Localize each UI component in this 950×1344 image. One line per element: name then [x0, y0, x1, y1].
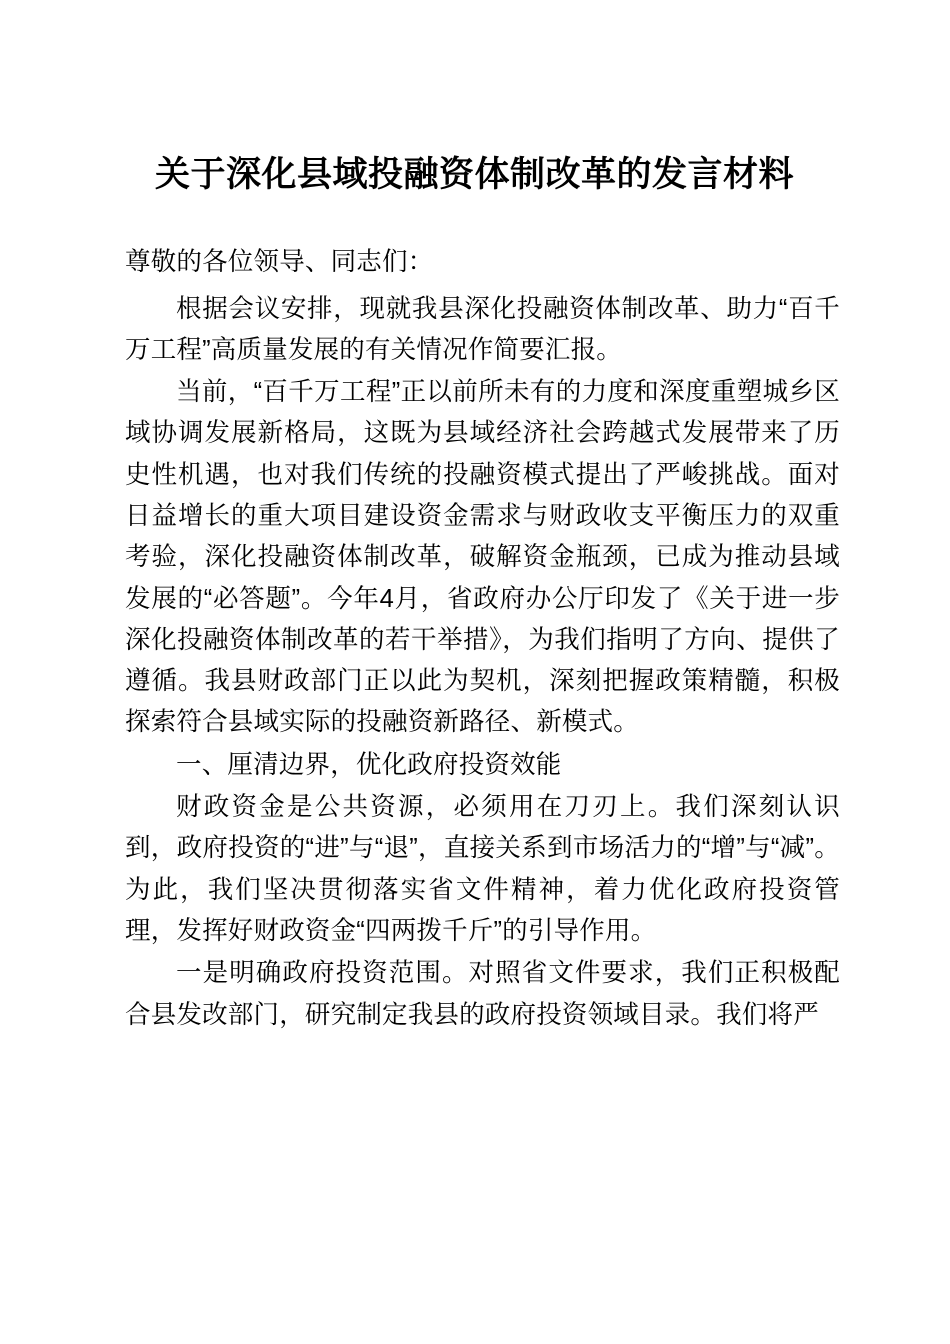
- paragraph-4: 一是明确政府投资范围。对照省文件要求，我们正积极配合县发改部门，研究制定我县的政府投资领域目录。我们将严: [125, 959, 840, 1029]
- salutation: 尊敬的各位领导、同志们：: [125, 248, 434, 276]
- section-heading-1: 一、厘清边界，优化政府投资效能: [176, 750, 562, 779]
- paragraph-2: 当前，“百千万工程”正以前所未有的力度和深度重塑城乡区域协调发展新格局，这既为县域经济社会跨越式发展带来了历史性机遇，也对我们传统的投融资模式提出了严峻挑战。面对日益增长的重大项目建设资金需求与财政收支平衡压力的双重考验，深化投融资体制改革，破解资金瓶颈，已成为推动县域发展的“必答题”。今年4月，省政府办公厅印发了《关于进一步深化投融资体制改革的若干举措》，为我们指明了方向、提供了遵循。我县财政部门正以此为契机，深刻把握政策精髓，积极探索符合县域实际的投融资新路径、新模式。: [125, 378, 840, 737]
- page-title: 关于深化县域投融资体制改革的发言材料: [155, 155, 795, 194]
- paragraph-3: 财政资金是公共资源，必须用在刀刃上。我们深刻认识到，政府投资的“进”与“退”，直接关系到市场活力的“增”与“减”。为此，我们坚决贯彻落实省文件精神，着力优化政府投资管理，发挥好财政资金“四两拨千斤”的引导作用。: [125, 793, 840, 945]
- paragraph-1: 根据会议安排，现就我县深化投融资体制改革、助力“百千万工程”高质量发展的有关情况作简要汇报。: [125, 294, 840, 364]
